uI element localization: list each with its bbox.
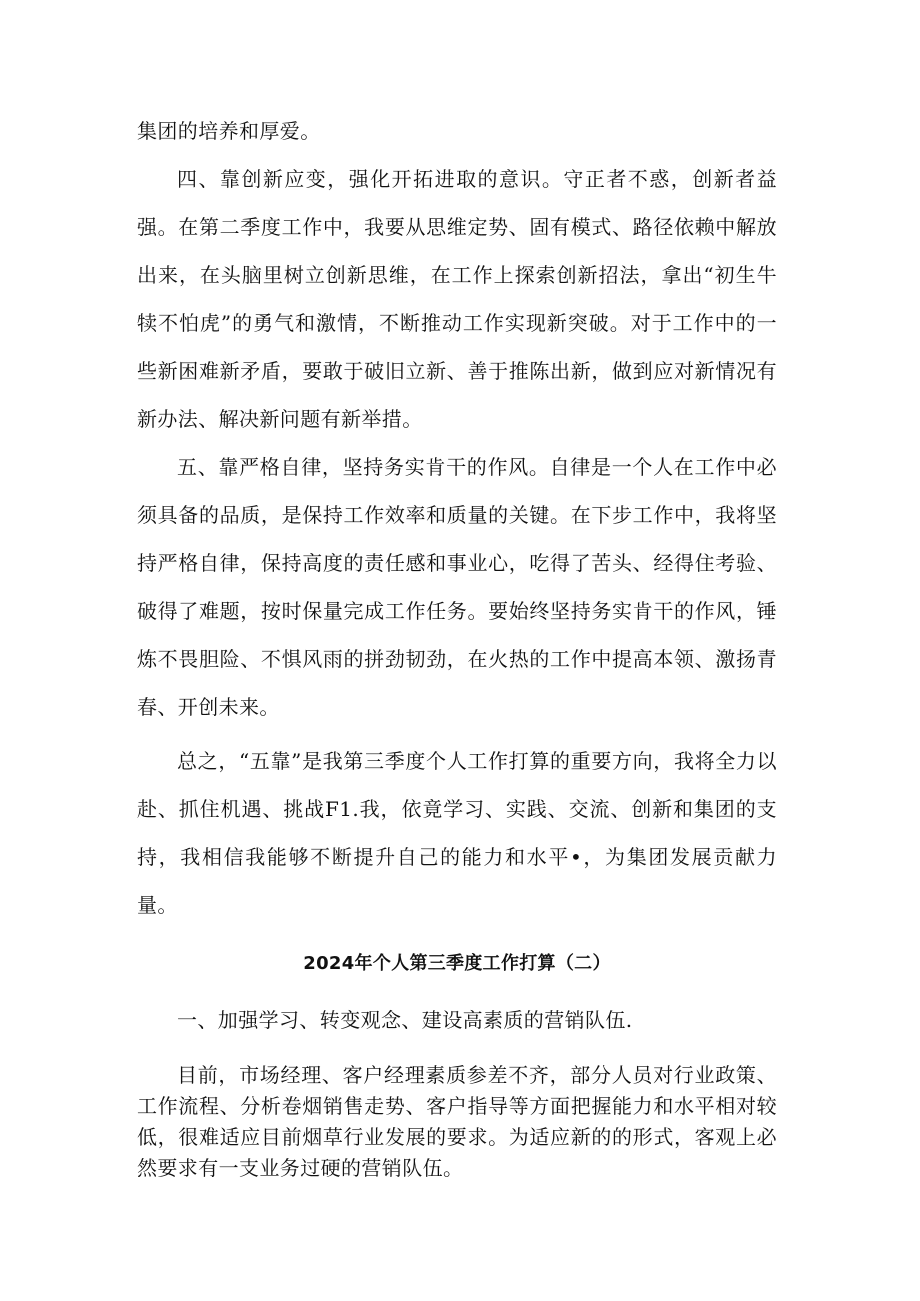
paragraph-summary: 总之，“五靠”是我第三季度个人工作打算的重要方向，我将全力以赴、抓住机遇、挑战F1.我，依竟学习、实践、交流、创新和集团的支持，我相信我能够不断提升自己的能力和水平•，为集团发展贡献力量。 (137, 749, 777, 917)
paragraph-section-four: 四、靠创新应变，强化开拓进取的意识。守正者不惑，创新者益强。在第二季度工作中，我要从思维定势、固有模式、路径依赖中解放出来，在头脑里树立创新思维，在工作上探索创新招法，拿出“初生牛犊不怕虎”的勇气和激情，不断推动工作实现新突破。对于工作中的一些新困难新矛盾，要敢于破旧立新、善于推陈出新，做到应对新情况有新办法、解决新问题有新举措。 (137, 167, 777, 431)
paragraph-section-five: 五、靠严格自律，坚持务实肯干的作风。自律是一个人在工作中必须具备的品质，是保持工作效率和质量的关键。在下步工作中，我将坚持严格自律，保持高度的责任感和事业心，吃得了苦头、经得住考验、破得了难题，按时保量完成工作任务。要始终坚持务实肯干的作风，锤炼不畏胆险、不惧风雨的拼劲韧劲，在火热的工作中提高本领、激扬青春、开创未来。 (137, 455, 777, 719)
document-title: 2024年个人第三季度工作打算（二） (303, 953, 611, 974)
paragraph-team-quality: 目前，市场经理、客户经理素质参差不齐，部分人员对行业政策、工作流程、分析卷烟销售走势、客户指导等方面把握能力和水平相对较低，很难适应目前烟草行业发展的要求。为适应新的的形式，客观上必然要求有一支业务过硬的营销队伍。 (137, 1063, 777, 1180)
heading-section-one: 一、加强学习、转变观念、建设高素质的营销队伍. (177, 1008, 633, 1032)
paragraph-closing-line: 集团的培养和厚爱。 (137, 119, 321, 143)
